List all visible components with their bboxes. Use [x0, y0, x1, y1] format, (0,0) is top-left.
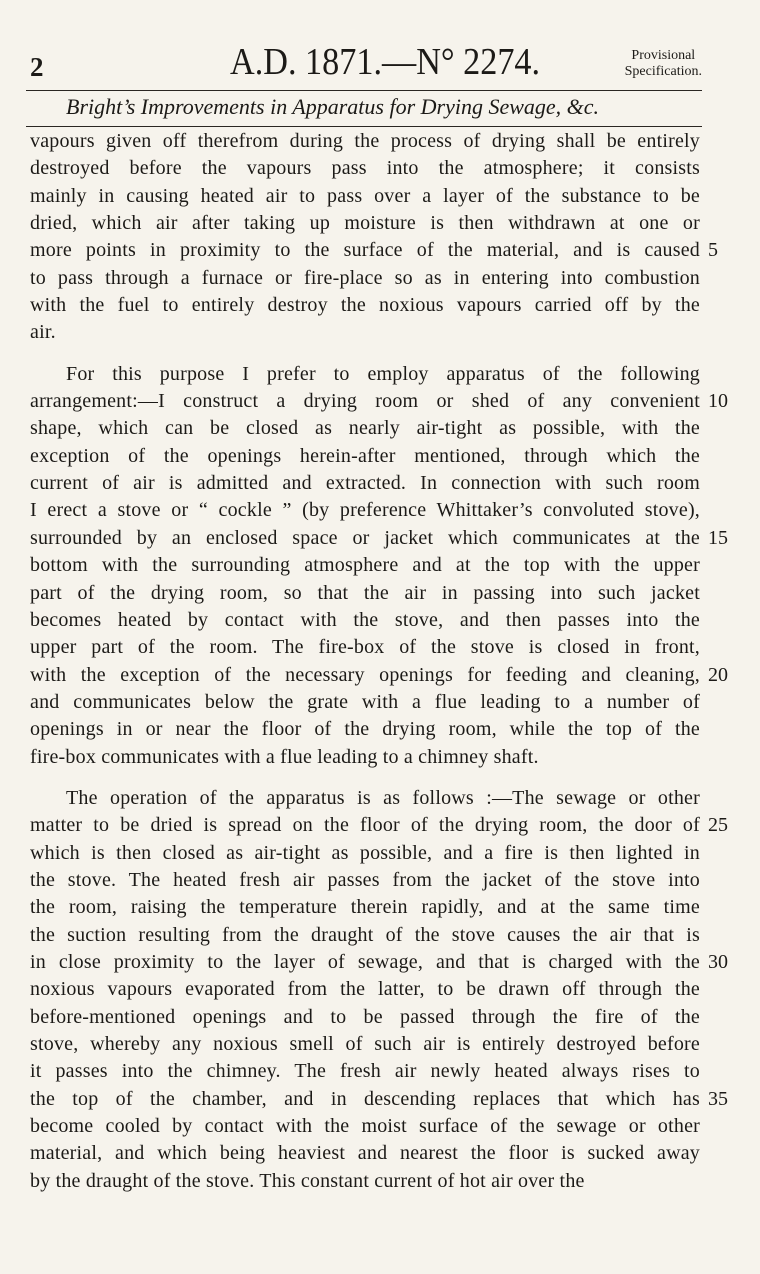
text-line: become cooled by contact with the moist surface of the sewage or other	[30, 1115, 700, 1138]
paragraph-gap	[30, 347, 700, 361]
text-line: becomes heated by contact with the stove, and then passes into the	[30, 608, 700, 631]
spec-label-line-1: Provisional	[631, 48, 696, 63]
margin-line-number: 5	[708, 239, 718, 262]
text-line: dried, which air after taking up moisture is then withdrawn at one or	[30, 212, 700, 235]
text-line: the suction resulting from the draught of the stove causes the air that is	[30, 923, 700, 946]
text-line: For this purpose I prefer to employ apparatus of the following	[66, 362, 700, 385]
provisional-specification-label	[625, 48, 702, 80]
text-line: I erect a stove or “ cockle ” (by preference Whittaker’s convoluted stove),	[30, 499, 700, 522]
margin-line-number: 30	[708, 950, 728, 973]
text-line: The operation of the apparatus is as follows :—The sewage or other	[66, 786, 700, 809]
text-line: to pass through a furnace or fire-place so as in entering into combustion	[30, 266, 700, 289]
text-line: part of the drying room, so that the air in passing into such jacket	[30, 581, 700, 604]
text-line: with the exception of the necessary openings for feeding and cleaning,	[30, 663, 700, 686]
text-line: current of air is admitted and extracted. In connection with such room	[30, 472, 700, 495]
text-line: with the fuel to entirely destroy the noxious vapours carried off by the	[30, 294, 700, 317]
text-line: destroyed before the vapours pass into the atmosphere; it consists	[30, 157, 700, 180]
text-line: by the draught of the stove. This constant current of hot air over the	[30, 1169, 585, 1192]
margin-line-number: 20	[708, 663, 728, 686]
text-line: bottom with the surrounding atmosphere and at the top with the upper	[30, 554, 700, 577]
margin-line-number: 35	[708, 1087, 728, 1110]
text-line: the room, raising the temperature therein rapidly, and at the same time	[30, 896, 700, 919]
body-text	[30, 128, 700, 1195]
page-header	[0, 36, 760, 86]
text-line: openings in or near the floor of the drying room, while the top of the	[30, 718, 700, 741]
text-line: noxious vapours evaporated from the latter, to be drawn off through the	[30, 978, 700, 1001]
text-line: upper part of the room. The fire-box of the stove is closed in front,	[30, 636, 700, 659]
margin-line-number: 10	[708, 390, 728, 413]
text-line: and communicates below the grate with a flue leading to a number of	[30, 690, 700, 713]
text-line: arrangement:—I construct a drying room or shed of any convenient	[30, 390, 700, 413]
paragraph	[30, 361, 700, 771]
text-line: mainly in causing heated air to pass over a layer of the substance to be	[30, 184, 700, 207]
text-line: which is then closed as air-tight as possible, and a fire is then lighted in	[30, 841, 700, 864]
text-line: air.	[30, 321, 56, 344]
header-rule-top	[26, 90, 702, 91]
text-line: stove, whereby any noxious smell of such air is entirely destroyed before	[30, 1033, 700, 1055]
running-head: Bright’s Improvements in Apparatus for Drying Sewage, &c.	[66, 94, 600, 119]
text-line: the stove. The heated fresh air passes from the jacket of the stove into	[30, 868, 700, 891]
paragraph-gap	[30, 771, 700, 785]
text-line: shape, which can be closed as nearly air-tight as possible, with the	[30, 417, 700, 440]
text-line: vapours given off therefrom during the process of drying shall be entirely	[30, 130, 700, 152]
paragraph	[30, 785, 700, 1195]
margin-line-number: 25	[708, 814, 728, 837]
text-line: in close proximity to the layer of sewage, and that is charged with the	[30, 950, 700, 973]
document-title: A.D. 1871.—N° 2274.	[230, 41, 541, 83]
margin-line-number: 15	[708, 526, 728, 549]
text-line: before-mentioned openings and to be passed through the fire of the	[30, 1005, 700, 1028]
text-line: more points in proximity to the surface of the material, and is caused	[30, 239, 700, 262]
text-line: surrounded by an enclosed space or jacket which communicates at the	[30, 526, 700, 549]
text-line: exception of the openings herein-after mentioned, through which the	[30, 444, 700, 467]
text-line: material, and which being heaviest and nearest the floor is sucked away	[30, 1142, 700, 1165]
page-number: 2	[30, 52, 44, 82]
text-line: it passes into the chimney. The fresh air newly heated always rises to	[30, 1060, 700, 1083]
text-line: the top of the chamber, and in descending replaces that which has	[30, 1087, 700, 1110]
spec-label-line-2: Specification.	[624, 64, 702, 79]
text-line: fire-box communicates with a flue leading to a chimney shaft.	[30, 745, 539, 768]
paragraph	[30, 128, 700, 347]
header-rule-bottom	[26, 126, 702, 127]
text-line: matter to be dried is spread on the floor of the drying room, the door of	[30, 814, 700, 837]
